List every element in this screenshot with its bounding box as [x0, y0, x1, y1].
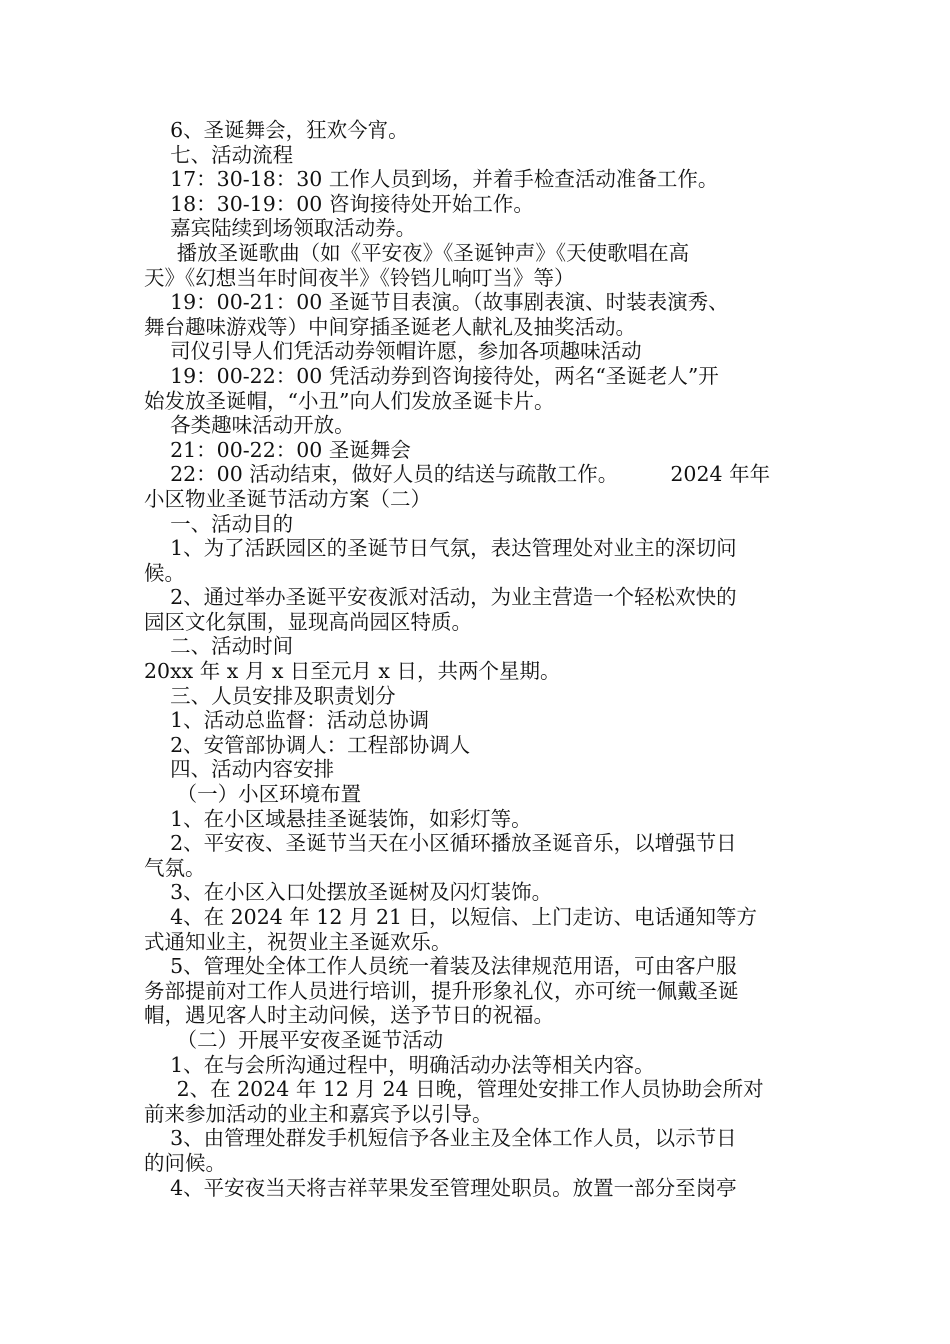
- text-line: 二、活动时间: [144, 634, 294, 659]
- text-line: 2、安管部协调人：工程部协调人: [144, 732, 471, 757]
- text-line: 1、活动总监督：活动总协调: [144, 708, 430, 733]
- text-line: 各类趣味活动开放。: [144, 413, 355, 438]
- text-line: 2、平安夜、圣诞节当天在小区循环播放圣诞音乐，以增强节日: [144, 831, 737, 856]
- text-line: 2、通过举办圣诞平安夜派对活动，为业主营造一个轻松欢快的: [144, 585, 737, 610]
- text-line: 式通知业主，祝贺业主圣诞欢乐。: [144, 929, 452, 954]
- text-line: 园区文化氛围，显现高尚园区特质。: [144, 609, 472, 634]
- text-line: 1、在与会所沟通过程中，明确活动办法等相关内容。: [144, 1052, 655, 1077]
- text-line: 天》《幻想当年时间夜半》《铃铛儿响叮当》等）: [144, 265, 575, 290]
- text-line: 嘉宾陆续到场领取活动券。: [144, 216, 417, 241]
- text-line: 舞台趣味游戏等）中间穿插圣诞老人献礼及抽奖活动。: [144, 314, 636, 339]
- text-line: 6、圣诞舞会，狂欢今宵。: [144, 118, 409, 142]
- text-line: 19：00-22：00 凭活动券到咨询接待处，两名“圣诞老人”开: [144, 363, 719, 388]
- text-line: 气氛。: [144, 855, 206, 880]
- text-line: 三、人员安排及职责划分: [144, 683, 396, 708]
- text-line: 的问候。: [144, 1150, 226, 1175]
- text-line: 候。: [144, 560, 185, 585]
- text-line: 播放圣诞歌曲（如《平安夜》《圣诞钟声》《天使歌唱在高: [144, 240, 690, 265]
- text-line: 21：00-22：00 圣诞舞会: [144, 437, 411, 462]
- text-line: 始发放圣诞帽，“小丑”向人们发放圣诞卡片。: [144, 388, 555, 413]
- text-line: 3、在小区入口处摆放圣诞树及闪灯装饰。: [144, 880, 553, 905]
- text-line: 4、在 2024 年 12 月 21 日，以短信、上门走访、电话通知等方: [144, 905, 758, 929]
- text-line: 1、在小区域悬挂圣诞装饰，如彩灯等。: [144, 806, 532, 831]
- text-line: 一、活动目的: [144, 511, 294, 536]
- text-line: 17：30-18：30 工作人员到场，并着手检查活动准备工作。: [144, 167, 719, 192]
- text-line: 19：00-21：00 圣诞节目表演。（故事剧表演、时装表演秀、: [144, 290, 729, 315]
- text-line: 务部提前对工作人员进行培训，提升形象礼仪，亦可统一佩戴圣诞: [144, 978, 739, 1003]
- text-line: 22：00 活动结束，做好人员的结送与疏散工作。 2024 年年: [144, 462, 771, 487]
- text-line: 前来参加活动的业主和嘉宾予以引导。: [144, 1101, 493, 1126]
- text-line: （一）小区环境布置: [144, 782, 362, 807]
- text-line: 5、管理处全体工作人员统一着装及法律规范用语，可由客户服: [144, 954, 737, 979]
- text-line: 1、为了活跃园区的圣诞节日气氛，表达管理处对业主的深切问: [144, 536, 737, 561]
- text-line: 小区物业圣诞节活动方案（二）: [144, 486, 431, 511]
- text-line: （二）开展平安夜圣诞节活动: [144, 1027, 444, 1052]
- text-line: 帽，遇见客人时主动问候，送予节日的祝福。: [144, 1003, 554, 1028]
- text-line: 2、在 2024 年 12 月 24 日晚，管理处安排工作人员协助会所对: [144, 1077, 764, 1102]
- text-line: 四、活动内容安排: [144, 757, 335, 782]
- text-line: 司仪引导人们凭活动券领帽许愿，参加各项趣味活动: [144, 339, 642, 364]
- text-line: 3、由管理处群发手机短信予各业主及全体工作人员，以示节日: [144, 1126, 737, 1151]
- text-line: 4、平安夜当天将吉祥苹果发至管理处职员。放置一部分至岗亭: [144, 1175, 737, 1200]
- text-line: 18：30-19：00 咨询接待处开始工作。: [144, 191, 534, 216]
- text-line: 七、活动流程: [144, 142, 294, 167]
- text-line: 20xx 年 x 月 x 日至元月 x 日，共两个星期。: [144, 659, 561, 684]
- document-body: [144, 118, 808, 1200]
